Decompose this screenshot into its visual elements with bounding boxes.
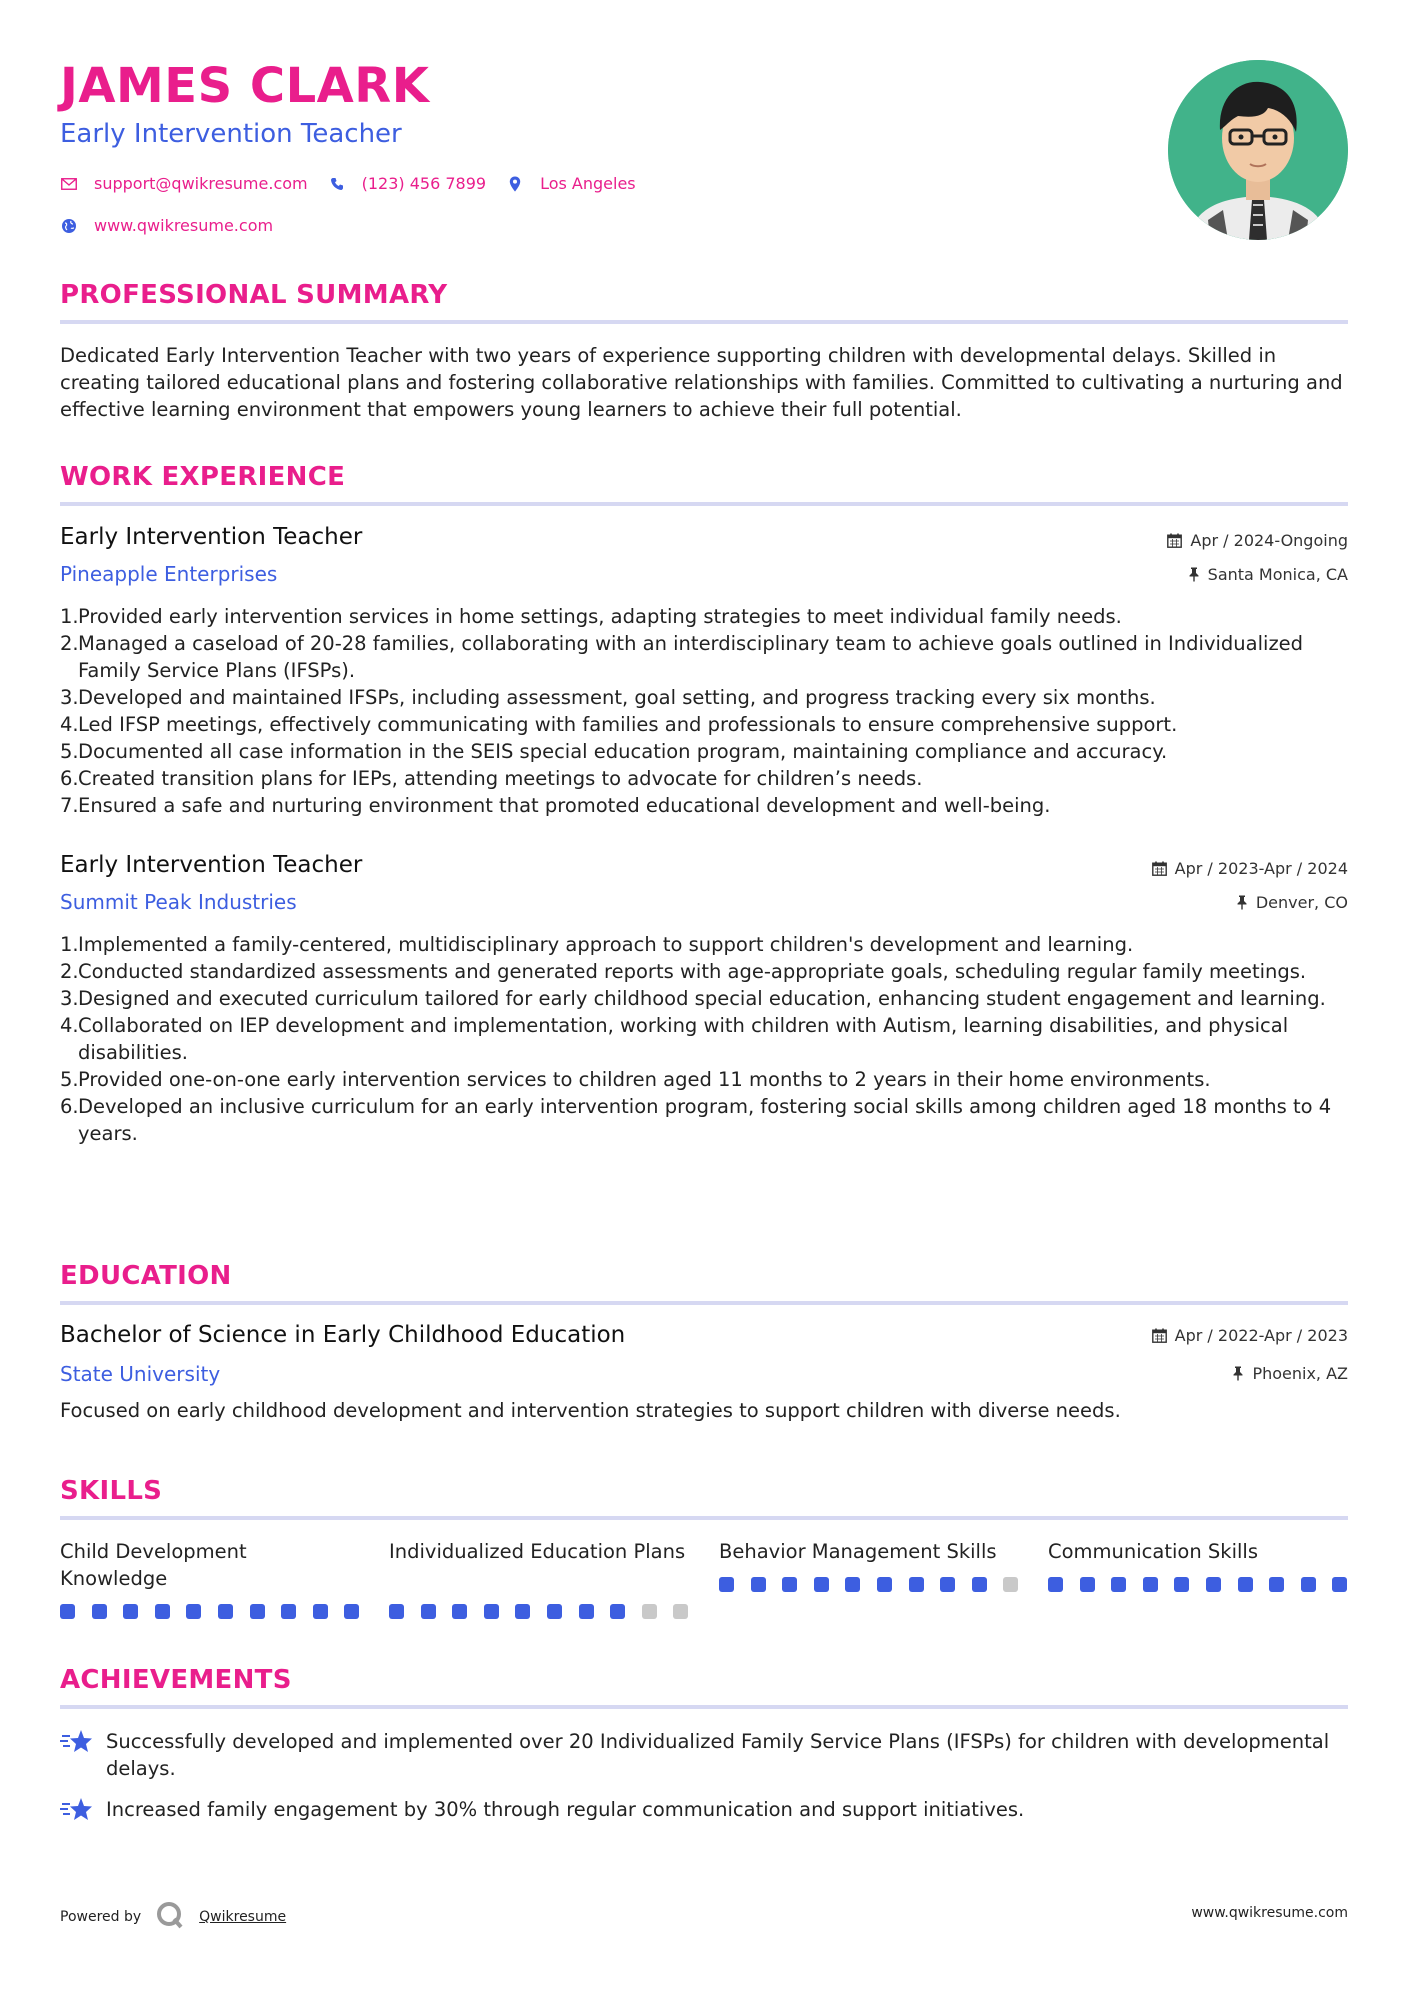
achievement-text: Increased family engagement by 30% through regular communication and support initiatives. (106, 1798, 1025, 1821)
skill-dot-filled (972, 1577, 987, 1592)
list-item: 1. Provided early intervention services in home settings, adapting strategies to meet individual family needs. (60, 605, 1122, 628)
calendar-icon (1167, 533, 1182, 548)
skill-dot-filled (579, 1604, 594, 1619)
skill-name: Communication Skills (1048, 1540, 1258, 1563)
list-item: 1. Implemented a family-centered, multidisciplinary approach to support children's development and learning. (60, 933, 1134, 956)
skill-dot-filled (281, 1604, 296, 1619)
mail-icon (60, 175, 78, 193)
skill-dot-filled (484, 1604, 499, 1619)
degree-title: Bachelor of Science in Early Childhood Education (60, 1322, 626, 1348)
email-text: support@qwikresume.com (94, 174, 308, 193)
skill-rating (719, 1577, 1035, 1592)
skill-dot-filled (547, 1604, 562, 1619)
skill-dot-empty (642, 1604, 657, 1619)
skill-dot-filled (610, 1604, 625, 1619)
calendar-icon (1152, 861, 1167, 876)
contact-phone[interactable] (328, 174, 486, 193)
skill-dot-filled (940, 1577, 955, 1592)
skill-dot-filled (877, 1577, 892, 1592)
skill-dot-filled (845, 1577, 860, 1592)
skill-item (60, 1538, 360, 1592)
job-title: Early Intervention Teacher (60, 524, 363, 550)
skill-dot-filled (92, 1604, 107, 1619)
globe-icon (60, 217, 78, 235)
company-name: Pineapple Enterprises (60, 562, 278, 586)
job-location (1236, 893, 1348, 912)
phone-text: (123) 456 7899 (361, 174, 487, 193)
star-icon (60, 1728, 94, 1756)
list-item: 3. Designed and executed curriculum tailored for early childhood special education, enhancing student engagement and learning. (60, 987, 1326, 1010)
school-name: State University (60, 1362, 221, 1386)
education-location (1232, 1364, 1348, 1383)
list-item: 5. Provided one-on-one early intervention services to children aged 11 months to 2 years in their home environments. (60, 1068, 1211, 1091)
company-name: Summit Peak Industries (60, 890, 297, 914)
skill-dot-filled (218, 1604, 233, 1619)
education-heading: EDUCATION (60, 1261, 232, 1291)
skill-name: Behavior Management Skills (719, 1540, 997, 1563)
achievement-item (60, 1796, 1350, 1824)
skill-dot-filled (1143, 1577, 1158, 1592)
skill-dot-filled (1174, 1577, 1189, 1592)
skill-dot-filled (1301, 1577, 1316, 1592)
list-item: 2. Conducted standardized assessments and generated reports with age-appropriate goals, scheduling regular family meetings. (60, 960, 1307, 983)
experience-heading: WORK EXPERIENCE (60, 462, 346, 492)
calendar-icon (1152, 1328, 1167, 1343)
location-text: Los Angeles (540, 174, 636, 193)
footer-website[interactable]: www.qwikresume.com (1191, 1905, 1348, 1921)
qwikresume-logo-icon (155, 1900, 185, 1934)
website-text: www.qwikresume.com (94, 216, 274, 235)
list-item: 4. Led IFSP meetings, effectively communicating with families and professionals to ensure comprehensive support. (60, 713, 1178, 736)
list-item: 2. Managed a caseload of 20-28 families, collaborating with an interdisciplinary team to achieve goals outlined in Individualized Family Service Plans (IFSPs). (60, 632, 1304, 682)
section-divider (60, 1301, 1348, 1305)
job-dates-text: Apr / 2023-Apr / 2024 (1174, 859, 1348, 878)
footer-powered-by (60, 1900, 286, 1934)
list-item: 5. Documented all case information in the SEIS special education program, maintaining compliance and accuracy. (60, 740, 1168, 763)
list-item: 6. Developed an inclusive curriculum for an early intervention program, fostering social skills among children aged 18 months to 4 years. (60, 1095, 1332, 1145)
section-divider (60, 1705, 1348, 1709)
skill-item (389, 1538, 689, 1592)
skill-dot-filled (1332, 1577, 1347, 1592)
list-item: 6. Created transition plans for IEPs, attending meetings to advocate for children’s needs. (60, 767, 923, 790)
job-location-text: Santa Monica, CA (1207, 565, 1348, 584)
skill-dot-filled (782, 1577, 797, 1592)
brand-link[interactable]: Qwikresume (199, 1909, 287, 1925)
skill-name: Child Development Knowledge (60, 1540, 247, 1590)
skill-dot-empty (1003, 1577, 1018, 1592)
skill-dot-filled (60, 1604, 75, 1619)
star-icon (60, 1796, 94, 1824)
avatar-portrait-icon (1168, 60, 1348, 240)
skill-dot-filled (155, 1604, 170, 1619)
job-bullets (60, 603, 1350, 819)
education-description: Focused on early childhood development and intervention strategies to support children with diverse needs. (60, 1399, 1121, 1422)
skill-rating (60, 1604, 376, 1619)
skill-dot-filled (719, 1577, 734, 1592)
contact-website[interactable] (60, 216, 273, 235)
list-item: 3. Developed and maintained IFSPs, including assessment, goal setting, and progress tracking every six months. (60, 686, 1156, 709)
job-bullets (60, 931, 1350, 1147)
skills-heading: SKILLS (60, 1476, 163, 1506)
achievements-heading: ACHIEVEMENTS (60, 1665, 292, 1695)
skill-dot-filled (1269, 1577, 1284, 1592)
pushpin-icon (1188, 567, 1200, 582)
pushpin-icon (1232, 1366, 1244, 1381)
candidate-name: JAMES CLARK (60, 58, 430, 114)
skill-dot-filled (751, 1577, 766, 1592)
education-location-text: Phoenix, AZ (1252, 1364, 1348, 1383)
skill-dot-filled (1238, 1577, 1253, 1592)
job-dates (1152, 859, 1348, 878)
skill-dot-filled (515, 1604, 530, 1619)
skill-dot-filled (1048, 1577, 1063, 1592)
location-pin-icon (506, 175, 524, 193)
section-divider (60, 502, 1348, 506)
skill-rating (1048, 1577, 1364, 1592)
summary-heading: PROFESSIONAL SUMMARY (60, 280, 448, 310)
skill-dot-filled (452, 1604, 467, 1619)
contact-row-website (60, 216, 293, 235)
skill-dot-filled (389, 1604, 404, 1619)
skill-dot-filled (313, 1604, 328, 1619)
phone-icon (328, 175, 346, 193)
skill-dot-filled (344, 1604, 359, 1619)
job-dates (1167, 531, 1348, 550)
job-title: Early Intervention Teacher (60, 852, 363, 878)
contact-row (60, 174, 656, 193)
skill-dot-empty (673, 1604, 688, 1619)
summary-text: Dedicated Early Intervention Teacher with two years of experience supporting children with developmental delays. Skilled in creating tailored educational plans and fostering collaborative relationships with families. Committed to cultivating a nurturing and effective learning environment that empowers young learners to achieve their full potential. (60, 344, 1343, 421)
list-item: 4. Collaborated on IEP development and implementation, working with children with Autism, learning disabilities, and physical disabilities. (60, 1014, 1289, 1064)
job-location (1188, 565, 1348, 584)
skill-name: Individualized Education Plans (389, 1540, 686, 1563)
skill-dot-filled (1080, 1577, 1095, 1592)
skill-dot-filled (123, 1604, 138, 1619)
skill-dot-filled (909, 1577, 924, 1592)
education-dates (1152, 1326, 1348, 1345)
skill-dot-filled (1206, 1577, 1221, 1592)
achievement-text: Successfully developed and implemented over 20 Individualized Family Service Plans (IFSPs) for children with developmental delays. (106, 1730, 1330, 1780)
avatar (1168, 60, 1348, 240)
section-divider (60, 320, 1348, 324)
candidate-title: Early Intervention Teacher (60, 119, 402, 149)
skill-rating (389, 1604, 705, 1619)
pushpin-icon (1236, 895, 1248, 910)
achievement-item (60, 1728, 1350, 1782)
contact-email[interactable] (60, 174, 308, 193)
section-divider (60, 1516, 1348, 1520)
contact-location (506, 174, 636, 193)
skill-dot-filled (421, 1604, 436, 1619)
list-item: 7. Ensured a safe and nurturing environment that promoted educational development and well-being. (60, 794, 1051, 817)
job-location-text: Denver, CO (1255, 893, 1348, 912)
skill-dot-filled (250, 1604, 265, 1619)
skill-dot-filled (814, 1577, 829, 1592)
skill-dot-filled (186, 1604, 201, 1619)
skill-dot-filled (1111, 1577, 1126, 1592)
job-dates-text: Apr / 2024-Ongoing (1190, 531, 1348, 550)
powered-by-label: Powered by (60, 1909, 142, 1925)
education-dates-text: Apr / 2022-Apr / 2023 (1174, 1326, 1348, 1345)
